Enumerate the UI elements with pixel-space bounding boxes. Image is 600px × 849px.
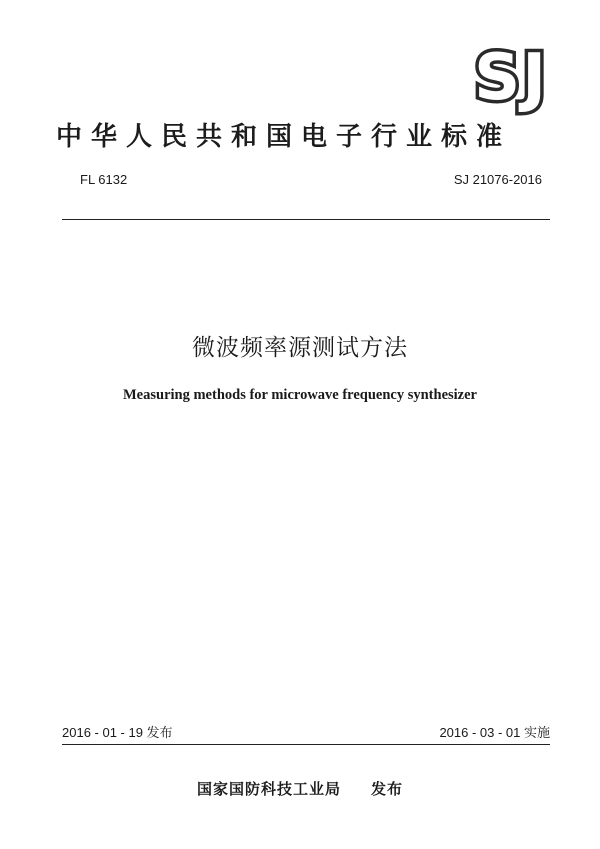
sj-logo: SJ [474,41,548,115]
classification-number: FL 6132 [80,172,128,187]
publisher-name: 国家国防科技工业局 [196,780,341,798]
document-title-chinese: 微波频率源测试方法 [192,335,408,361]
publisher-line [0,779,600,799]
footer-divider [62,744,550,745]
implementation-date: 2016 - 03 - 01 实施 [439,725,550,740]
standard-number: SJ 21076-2016 [453,172,542,187]
document-title-english: Measuring methods for microwave frequency synthesizer [123,387,477,403]
header-divider [62,219,550,220]
publish-label: 发布 [371,780,404,798]
issue-date: 2016 - 01 - 19 发布 [62,725,173,740]
standard-title: 中华人民共和国电子行业标准 [56,122,512,152]
